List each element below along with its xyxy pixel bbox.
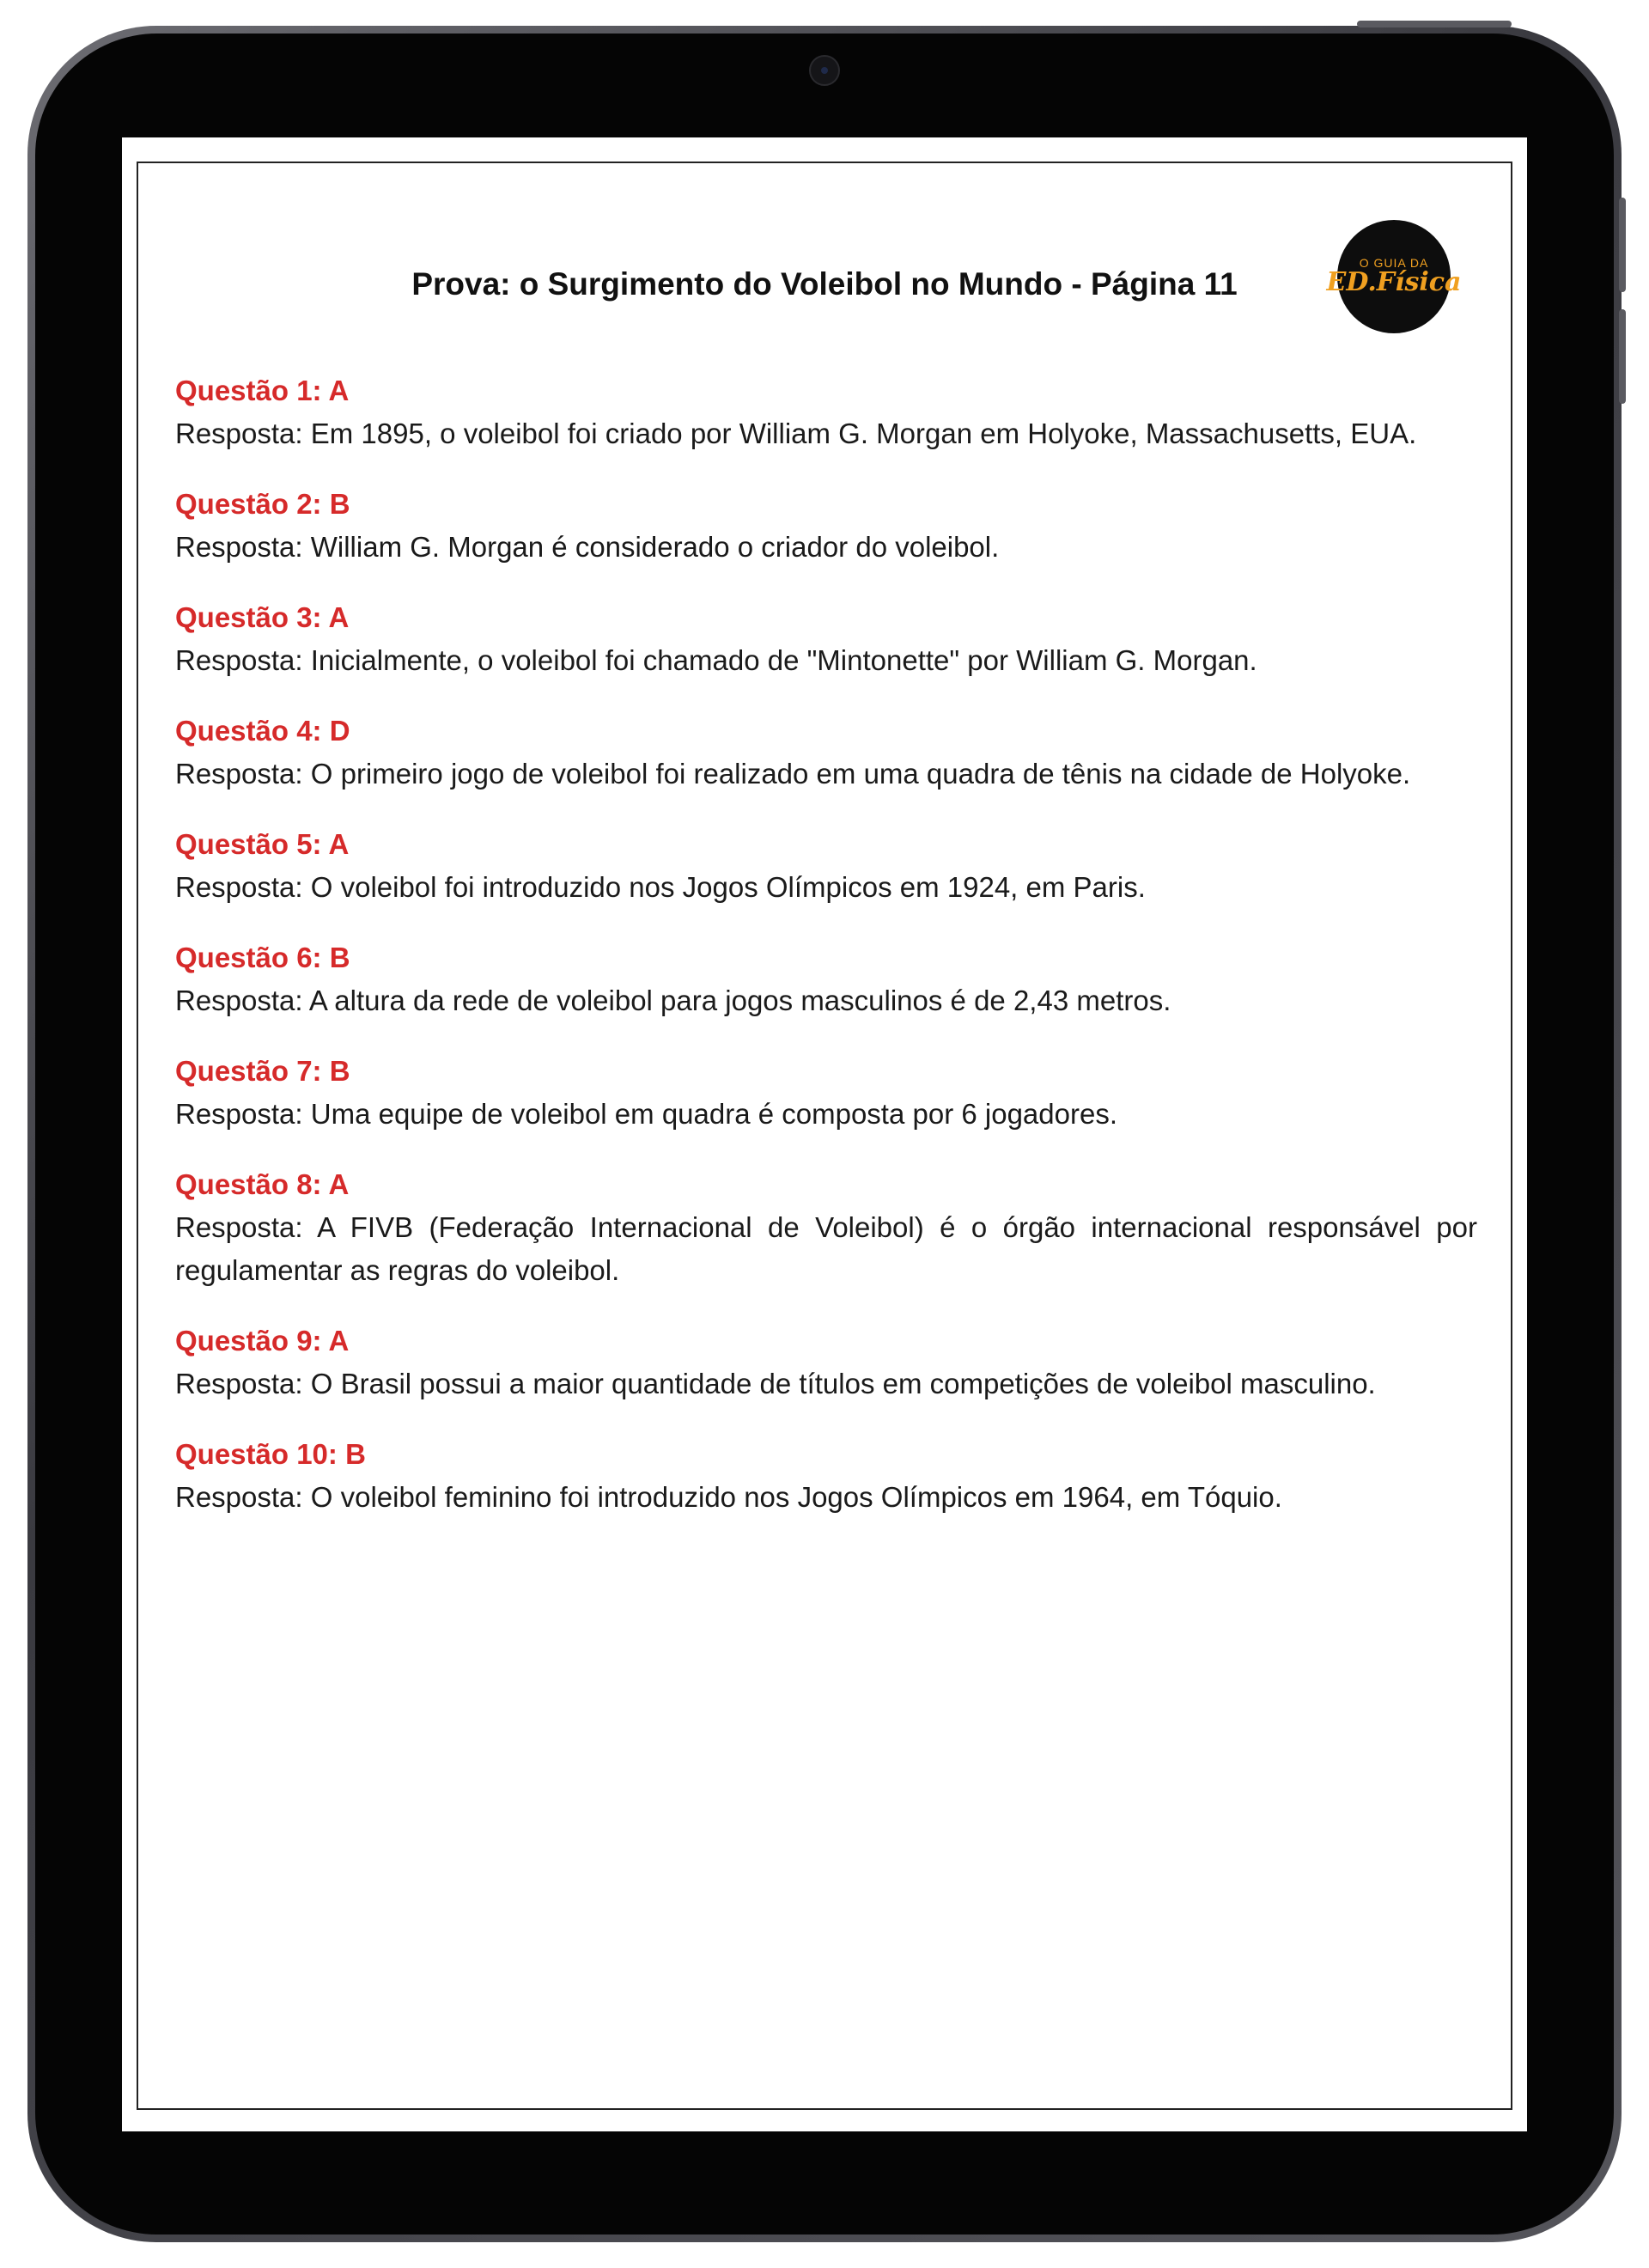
answer-text: Resposta: A altura da rede de voleibol para jogos masculinos é de 2,43 metros. xyxy=(175,985,1171,1016)
answer-text: Resposta: O primeiro jogo de voleibol foi realizado em uma quadra de tênis na cidade de Holyoke. xyxy=(175,758,1411,790)
question-item xyxy=(175,1320,1477,1405)
question-item xyxy=(175,1163,1477,1292)
front-camera-icon xyxy=(809,55,840,86)
volume-up-button xyxy=(1619,198,1626,292)
answer-list xyxy=(175,369,1477,1546)
question-label: Questão 3: A xyxy=(175,601,350,633)
brand-logo xyxy=(1326,220,1462,333)
question-label: Questão 4: D xyxy=(175,715,350,747)
question-item xyxy=(175,483,1477,569)
logo-text-main: ED.Física xyxy=(1326,267,1462,298)
logo-text-top: O GUIA DA xyxy=(1359,256,1429,271)
question-item xyxy=(175,1433,1477,1519)
question-label: Questão 5: A xyxy=(175,828,350,860)
answer-text: Resposta: O voleibol feminino foi introduzido nos Jogos Olímpicos em 1964, em Tóquio. xyxy=(175,1481,1282,1513)
answer-text: Resposta: A FIVB (Federação Internacional de Voleibol) é o órgão internacional responsável por regulamentar as regras do voleibol. xyxy=(175,1211,1477,1286)
question-label: Questão 10: B xyxy=(175,1438,366,1470)
power-button xyxy=(1357,21,1512,27)
answer-text: Resposta: Uma equipe de voleibol em quadra é composta por 6 jogadores. xyxy=(175,1098,1117,1130)
answer-text: Resposta: Inicialmente, o voleibol foi chamado de "Mintonette" por William G. Morgan. xyxy=(175,644,1257,676)
question-item xyxy=(175,369,1477,455)
question-item xyxy=(175,710,1477,796)
question-item xyxy=(175,1050,1477,1136)
question-item xyxy=(175,936,1477,1022)
question-label: Questão 9: A xyxy=(175,1325,350,1357)
answer-text: Resposta: O Brasil possui a maior quantidade de títulos em competições de voleibol masculino. xyxy=(175,1368,1376,1399)
question-label: Questão 8: A xyxy=(175,1168,350,1200)
answer-text: Resposta: O voleibol foi introduzido nos Jogos Olímpicos em 1924, em Paris. xyxy=(175,871,1146,903)
answer-text: Resposta: William G. Morgan é considerado o criador do voleibol. xyxy=(175,531,1000,563)
question-label: Questão 2: B xyxy=(175,488,350,520)
volume-down-button xyxy=(1619,309,1626,404)
question-label: Questão 6: B xyxy=(175,942,350,973)
question-item xyxy=(175,823,1477,909)
question-item xyxy=(175,596,1477,682)
question-label: Questão 1: A xyxy=(175,375,350,406)
question-label: Questão 7: B xyxy=(175,1055,350,1087)
page-title: Prova: o Surgimento do Voleibol no Mundo - Página 11 xyxy=(411,266,1238,302)
document-page xyxy=(122,137,1527,2131)
answer-text: Resposta: Em 1895, o voleibol foi criado por William G. Morgan em Holyoke, Massachusetts, EUA. xyxy=(175,418,1417,449)
